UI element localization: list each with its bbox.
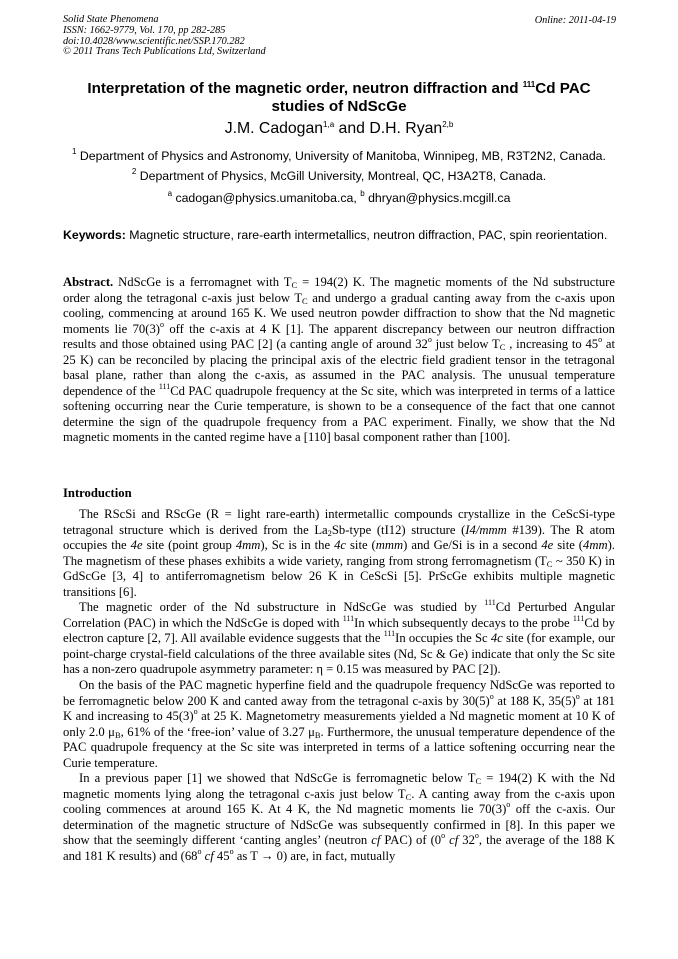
affiliation-2: $^2$ Department of Physics, McGill University, Montreal, QC, H3A2T8, Canada. <box>131 167 547 183</box>
author-line: J.M. Cadogan$^{1,a}$ and D.H. Ryan$^{2,b}$ <box>224 120 454 137</box>
author-ryan: D.H. Ryan <box>369 120 443 137</box>
intro-paragraph-3: On the basis of the PAC magnetic hyperfine field and the quadrupole frequency NdScGe was reported to be ferromagnetic below 200 K and canted away from the tetragonal c-axis by $30(5)^o$ at 188 K, $35(5)^o$ at 181 K and increasing to $45(3)^o$ at 25 K. Magnetometry measurements yielded a Nd magnetic moment at 10 K of only 2.0 $\mu_B$, 61% of the ‘free-ion’ value of 3.27 $\mu_B$. Furthermore, the unusual temperature dependence of the PAC quadrupole frequency at the Sc site was interpreted in terms of a lattice softening occurring near the Curie temperature. <box>63 678 616 770</box>
introduction-body <box>63 507 615 865</box>
copyright-line: © 2011 Trans Tech Publications Ltd, Switzerland <box>63 46 266 58</box>
email-b: dhryan@physics.mcgill.ca <box>364 191 511 205</box>
abstract: Abstract. NdScGe is a ferromagnet with $T_C = 194(2)$ K. The magnetic moments of the Nd substructure order along the tetragonal c-axis just below $T_C$ and undergo a gradual canting away from the c-axis upon cooling, commencing at around 165 K. We used neutron powder diffraction to show that the Nd magnetic moments lie $70(3)^o$ off the c-axis at 4 K [1]. The apparent discrepancy between our neutron diffraction results and those obtained using PAC [2] (a canting angle of around 32$^o$ just below $T_C$ , increasing to 45$^o$ at 25 K) can be reconciled by placing the principal axis of the electric field gradient tensor in the tetragonal basal plane, rather than along the c-axis, as assumed in the PAC analysis. The unusual temperature dependence of the $^{111}$Cd PAC quadrupole frequency at the Sc site, which was interpreted in terms of a lattice softening occurring near the Curie temperature, is shown to be a consequence of the fact that one cannot determine the sign of the quadrupole frequency from a PAC experiment. Finally, we show that the Nd magnetic moments in the canted regime have a [110] basal component rather than [100]. <box>63 275 616 445</box>
email-a: cadogan@physics.umanitoba.ca, <box>172 191 361 205</box>
online-date: Online: 2011-04-19 <box>534 15 616 26</box>
keywords: Keywords: Magnetic structure, rare-earth intermetallics, neutron diffraction, PAC, spin reorientation. <box>63 228 608 242</box>
journal-header <box>63 15 266 58</box>
paper-title: Interpretation of the magnetic order, neutron diffraction and $^{111}$Cd PAC studies of NdScGe <box>87 80 591 115</box>
author-cadogan: J.M. Cadogan <box>224 120 324 137</box>
author-emails: $^a$ cadogan@physics.umanitoba.ca, $^b$ dhryan@physics.mcgill.ca <box>167 189 511 205</box>
doi-line: doi:10.4028/www.scientific.net/SSP.170.282 <box>63 35 245 47</box>
section-heading-introduction: Introduction <box>63 486 132 500</box>
intro-paragraph-2: The magnetic order of the Nd substructure in NdScGe was studied by $^{111}$Cd Perturbed Angular Correlation (PAC) in which the NdScGe is doped with $^{111}$In which subsequently decays to the probe $^{111}$Cd by electron capture [2, 7]. All available evidence suggests that the $^{111}$In occupies the Sc 4c site (for example, our point-charge crystal-field calculations of the three available sites (Nd, Sc & Ge) indicate that only the Sc site has a non-zero quadrupole asymmetry parameter: η = 0.15 was measured by PAC [2]). <box>63 598 615 677</box>
intro-paragraph-4: In a previous paper [1] we showed that NdScGe is ferromagnetic below $T_C = 194(2)$ K with the Nd magnetic moments lying along the tetragonal c-axis just below $T_C$. A canting away from the c-axis upon cooling commences at around 165 K. At 4 K, the Nd magnetic moments lie $70(3)^o$ off the c-axis. Our determination of the magnetic structure of NdScGe was subsequently confirmed in [8]. In this paper we show that the seemingly different ‘canting angles’ (neutron cf PAC) of (0$^o$ cf 32$^o$, the average of the 188 K and 181 K results) and (68$^o$ cf 45$^o$ as T → 0) are, in fact, mutually <box>63 771 616 864</box>
affiliation-1: $^1$ Department of Physics and Astronomy, University of Manitoba, Winnipeg, MB, R3T2N2, Canada. <box>72 147 606 163</box>
issn-line: ISSN: 1662-9779, Vol. 170, pp 282-285 <box>63 24 226 36</box>
journal-name: Solid State Phenomena <box>63 14 159 25</box>
keywords-label: Keywords: <box>63 228 126 242</box>
intro-paragraph-1: The RScSi and RScGe (R = light rare-earth) intermetallic compounds crystallize in the CeScSi-type tetragonal structure which is derived from the $La_2Sb$-type (tI12) structure (I4/mmm #139). The R atom occupies the 4e site (point group 4mm), Sc is in the 4c site (mmm) and Ge/Si is in a second 4e site (4mm). The magnetism of these phases exhibits a wide variety, ranging from strong ferromagnetism ($T_C$ ~ 350 K) in GdScGe [3, 4] to antiferromagnetism below 26 K in CeScSi [5]. PrScGe exhibits multiple magnetic transitions [6]. <box>63 507 615 599</box>
abstract-label: Abstract. <box>63 275 114 289</box>
